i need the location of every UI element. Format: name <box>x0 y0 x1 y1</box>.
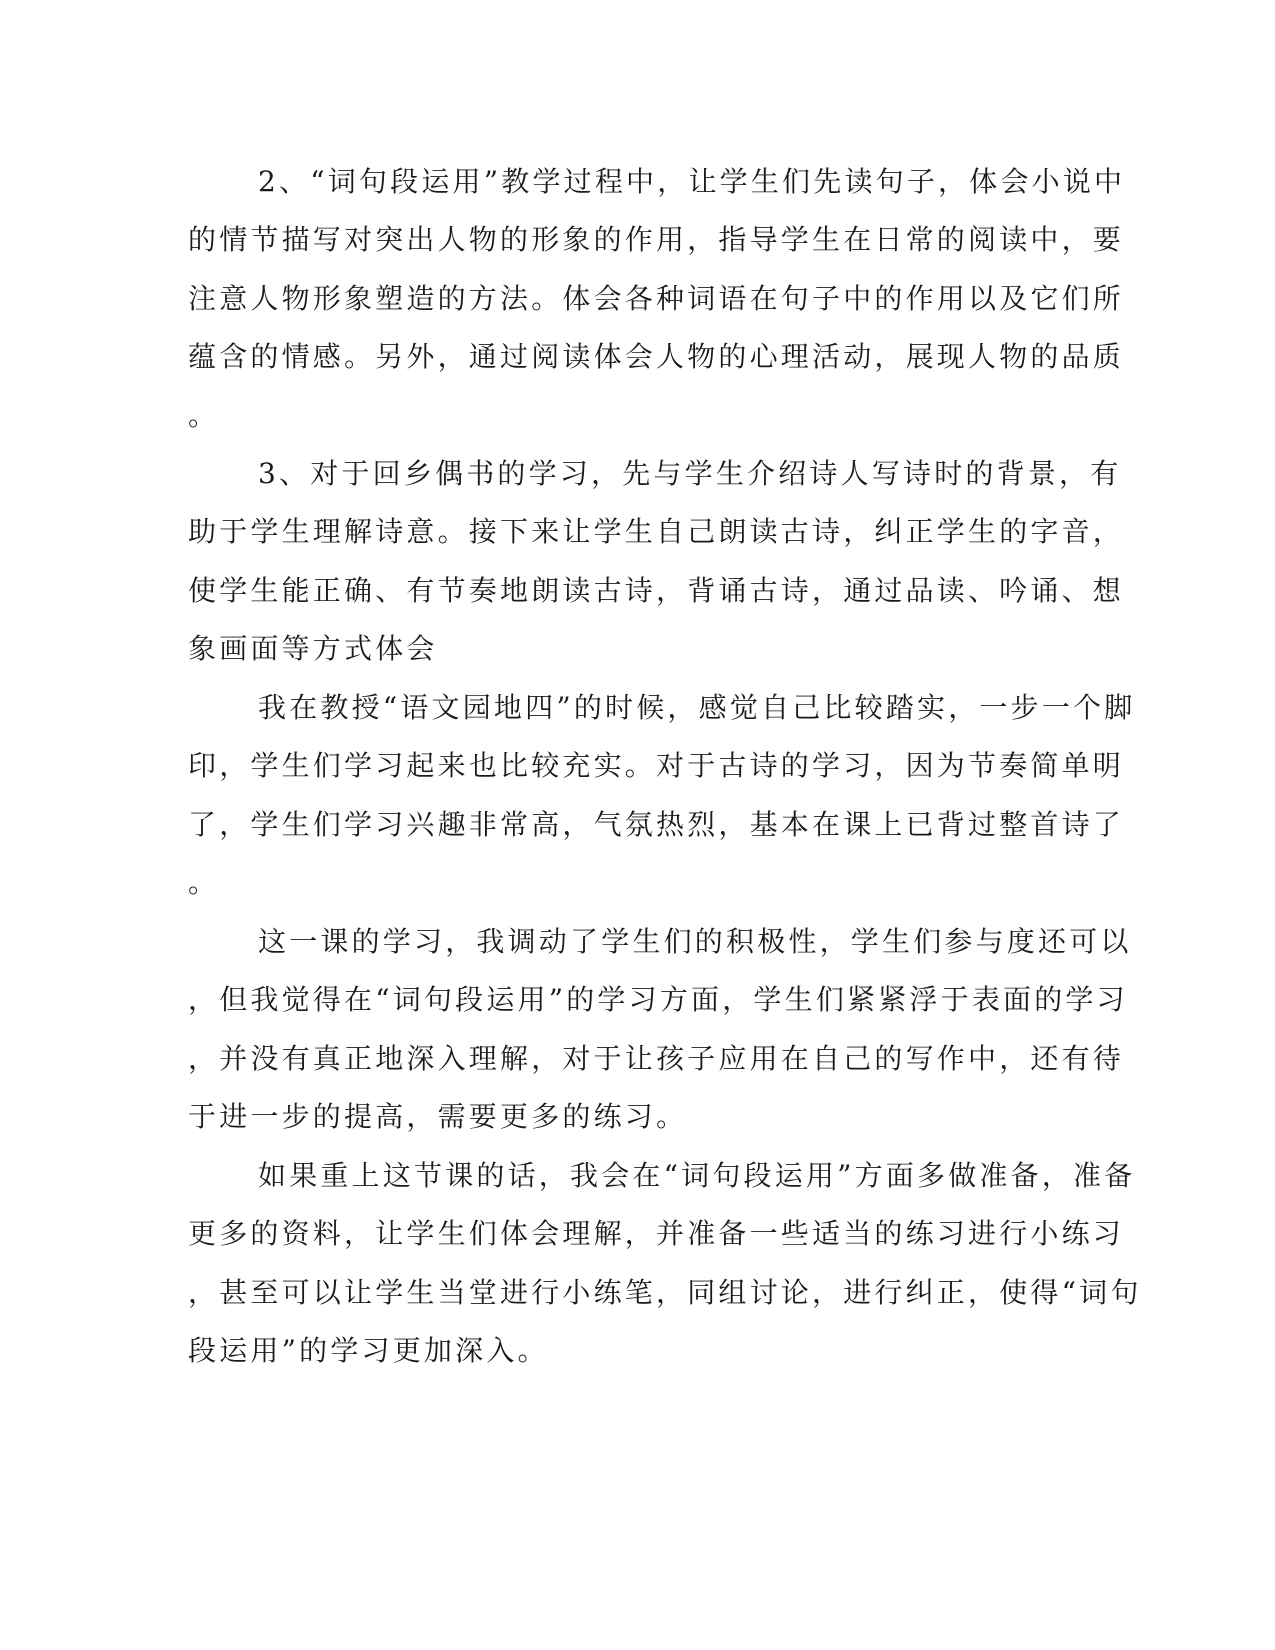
paragraph-line: 的情节描写对突出人物的形象的作用，指导学生在日常的阅读中，要 <box>188 223 1125 256</box>
paragraph-line: 更多的资料，让学生们体会理解，并准备一些适当的练习进行小练习 <box>188 1217 1125 1250</box>
paragraph-line: 印，学生们学习起来也比较充实。对于古诗的学习，因为节奏简单明 <box>188 749 1125 782</box>
paragraph-line: 象画面等方式体会 <box>188 632 438 665</box>
paragraph-line: 使学生能正确、有节奏地朗读古诗，背诵古诗，通过品读、吟诵、想 <box>188 574 1125 607</box>
paragraph-line: 于进一步的提高，需要更多的练习。 <box>188 1100 688 1133</box>
paragraph-line: ，甚至可以让学生当堂进行小练笔，同组讨论，进行纠正，使得“词句 <box>188 1276 1142 1309</box>
paragraph-line: 3、对于回乡偶书的学习，先与学生介绍诗人写诗时的背景，有 <box>258 457 1122 490</box>
paragraph-line: 蕴含的情感。另外，通过阅读体会人物的心理活动，展现人物的品质 <box>188 340 1125 373</box>
paragraph-line: 了，学生们学习兴趣非常高，气氛热烈，基本在课上已背过整首诗了 <box>188 808 1125 841</box>
paragraph-line: 。 <box>188 399 220 432</box>
paragraph-line: 段运用”的学习更加深入。 <box>188 1334 549 1367</box>
paragraph-line: 。 <box>188 866 220 899</box>
paragraph-line: 我在教授“语文园地四”的时候，感觉自己比较踏实，一步一个脚 <box>258 691 1136 724</box>
paragraph-line: 2、“词句段运用”教学过程中，让学生们先读句子，体会小说中 <box>258 165 1126 198</box>
paragraph-line: ，并没有真正地深入理解，对于让孩子应用在自己的写作中，还有待 <box>188 1042 1125 1075</box>
paragraph-line: ，但我觉得在“词句段运用”的学习方面，学生们紧紧浮于表面的学习 <box>188 983 1128 1016</box>
paragraph-line: 如果重上这节课的话，我会在“词句段运用”方面多做准备，准备 <box>258 1159 1136 1192</box>
paragraph-line: 注意人物形象塑造的方法。体会各种词语在句子中的作用以及它们所 <box>188 282 1125 315</box>
paragraph-line: 这一课的学习，我调动了学生们的积极性，学生们参与度还可以 <box>258 925 1132 958</box>
paragraph-line: 助于学生理解诗意。接下来让学生自己朗读古诗，纠正学生的字音， <box>188 515 1125 548</box>
